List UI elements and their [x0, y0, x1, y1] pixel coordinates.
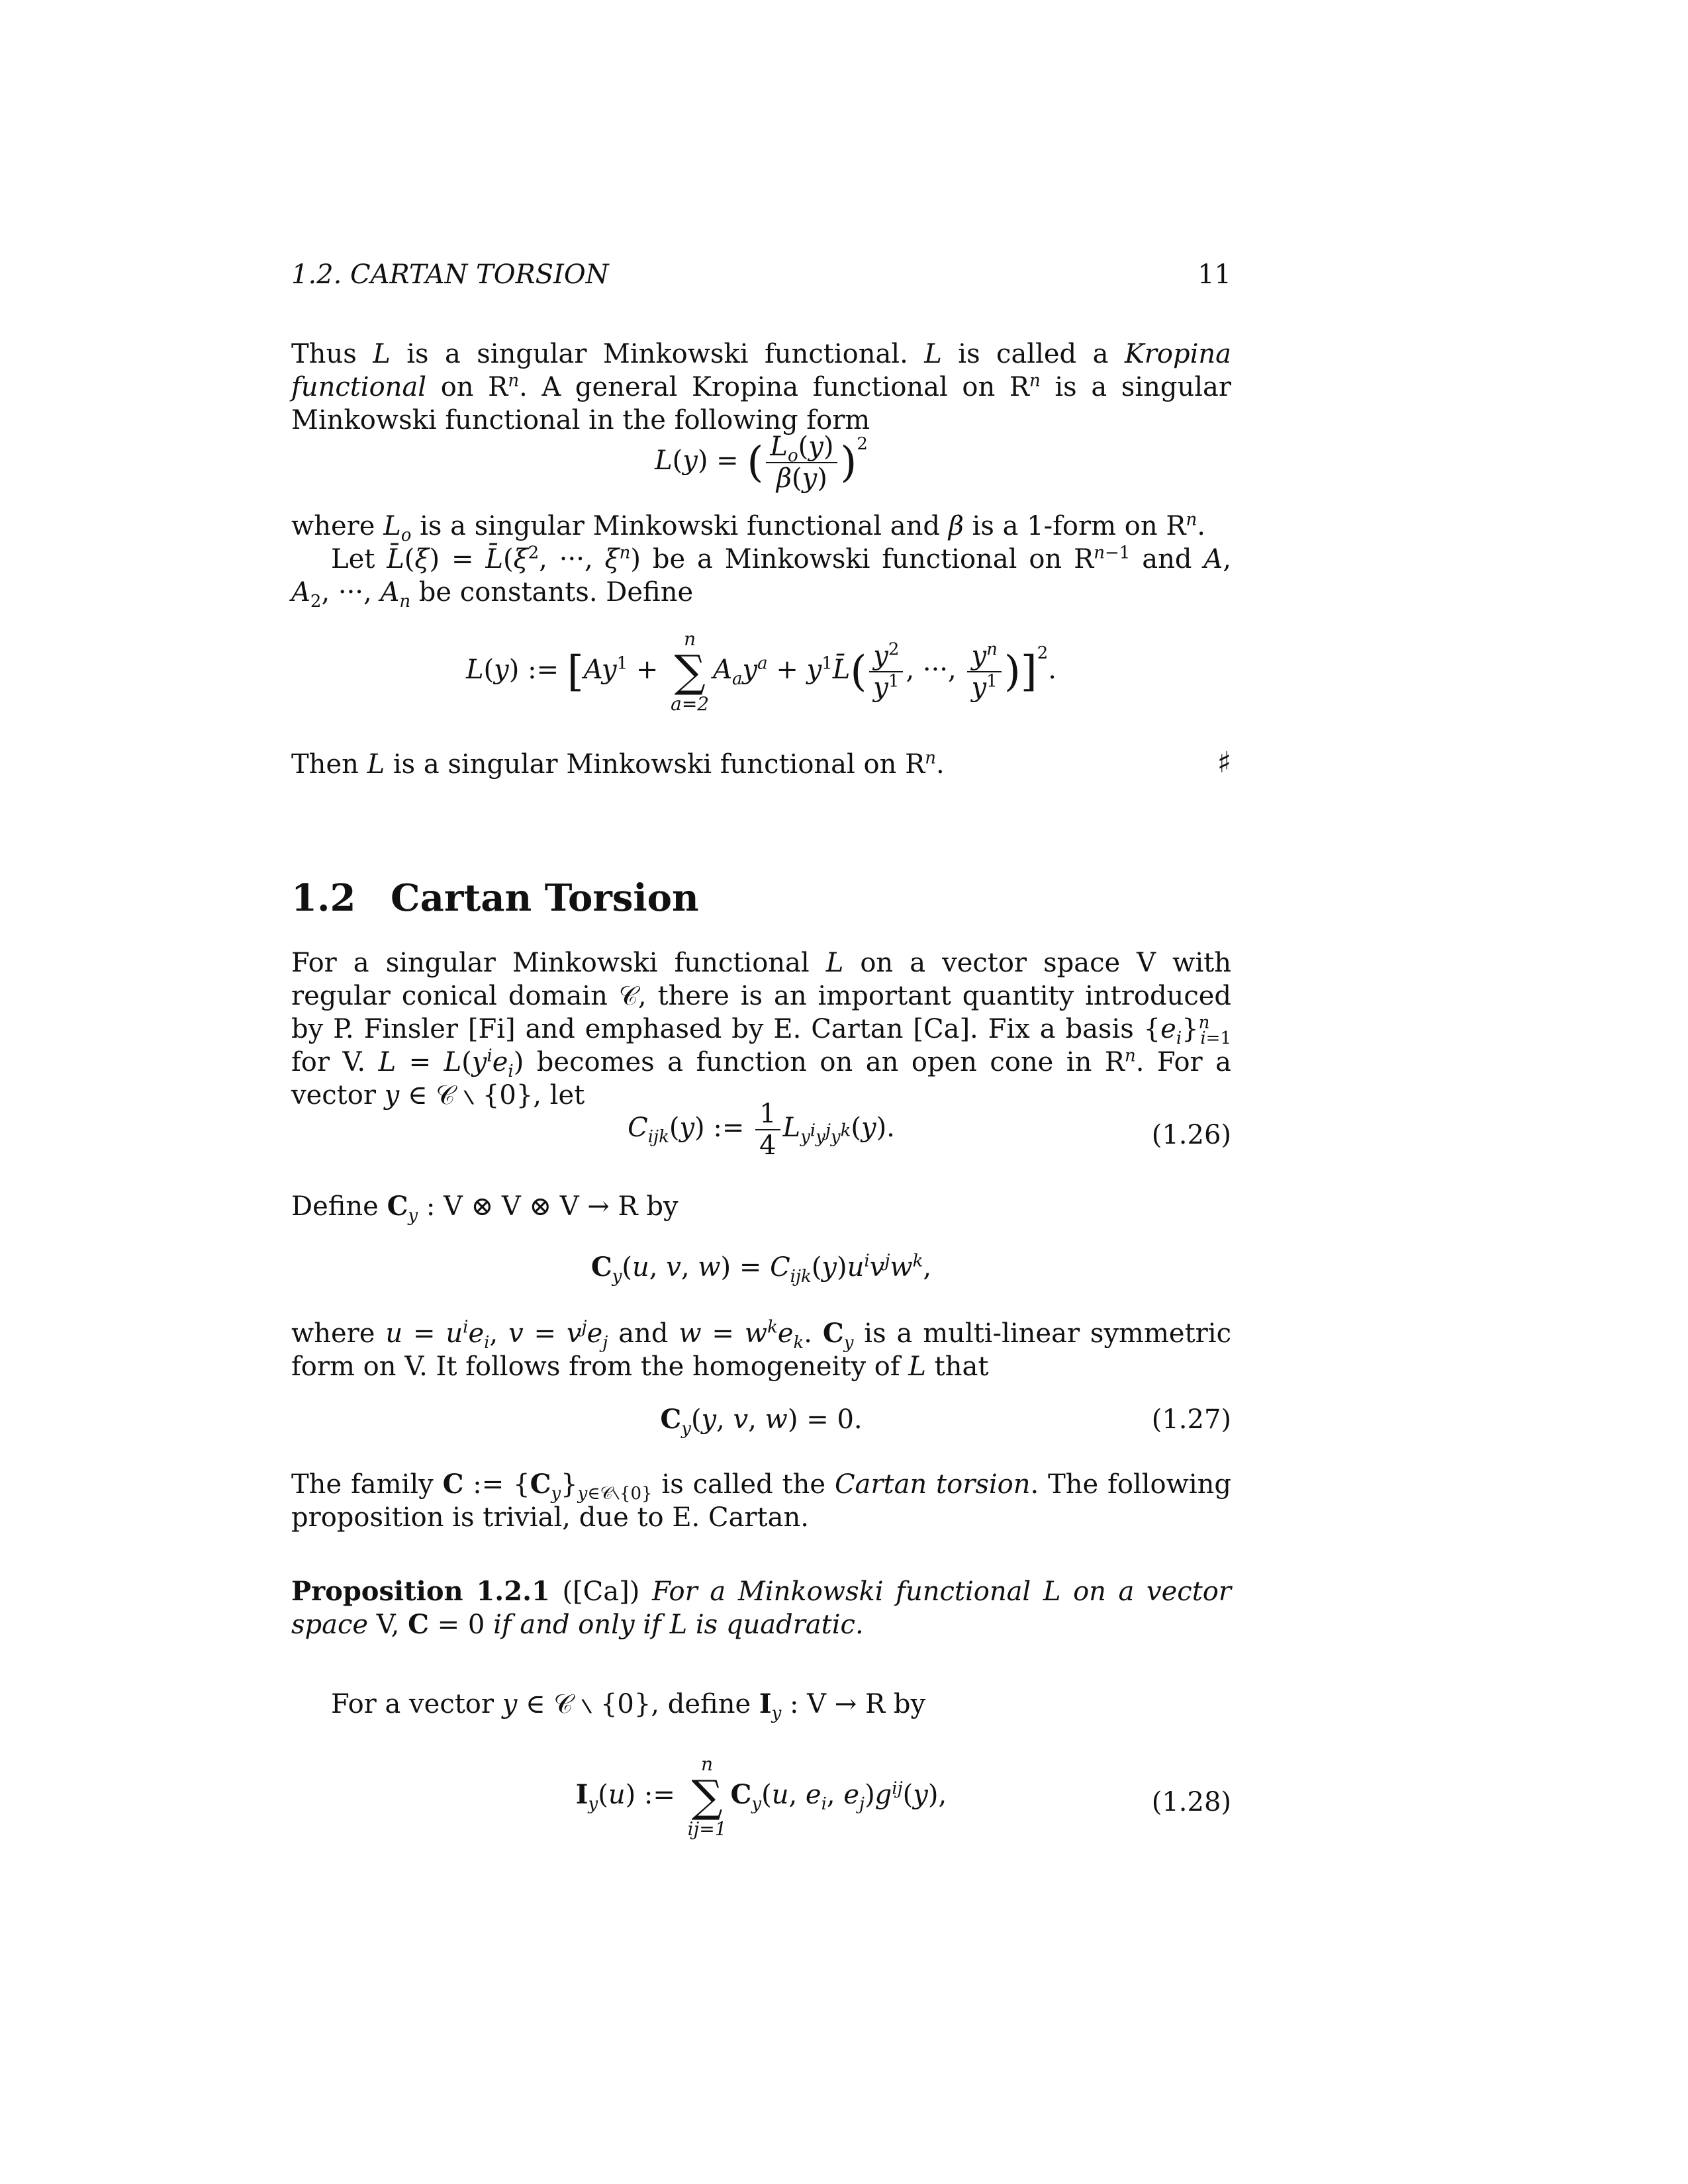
paragraph-intro-torsion: For a singular Minkowski functional L on a vector space V with regular conical domain 𝒞, there is an important quantity introduced by P. Finsler [Fi] and emphased by E. Cartan [Ca]. Fix a basis $\{e_i\}^n_{i=1}$ for V. $L = L(y^ie_i)$ becomes a function on an open cone in $R^n$. For a vector y ∈ 𝒞 ∖ {0}, let	[291, 948, 1232, 1111]
paragraph-where-u: where $u = u^ie_i$, $v = v^je_j$ and $w = w^ke_k$. $C_y$ is a multi-linear symmetric form on V. It follows from the homogeneity of L that	[291, 1317, 1231, 1382]
equation-number: (1.27)	[1151, 1404, 1231, 1435]
section-number: 1.2	[291, 876, 356, 920]
paragraph-kropina: Thus L is a singular Minkowski functional. L is called a Kropina functional on $R^n$. A general Kropina functional on $R^n$ is a singular Minkowski functional in the following form	[291, 339, 1232, 435]
running-title: 1.2. CARTAN TORSION	[291, 259, 609, 290]
paragraph-define-cy: Define $C_y$ : V ⊗ V ⊗ V → R by	[291, 1191, 679, 1226]
equation-number: (1.28)	[1151, 1787, 1231, 1817]
equation-1-28: $I_y(u)$ := n ∑ ij=1 $C_y(u$, $e_i$, $e_j)g^{ij}(y)$, (1.28)	[575, 1753, 1231, 1840]
equation-1-26: $C_{ijk}(y)$ := $\frac{1}{4}$ $L_{y^iy^jy^k}(y)$. (1.26)	[628, 1099, 1231, 1161]
running-head	[291, 258, 1231, 291]
paragraph-define-iy: For a vector y ∈ 𝒞 ∖ {0}, define $I_y$ : V → R by	[331, 1688, 926, 1723]
section-heading	[291, 877, 699, 919]
proposition-cite: ([Ca])	[562, 1576, 640, 1607]
equation-cy: $C_y(u$, v, $w) = C_{ijk}(y)u^iv^jw^k$,	[590, 1251, 932, 1287]
equation-kropina: L(y) = ( $\frac{L_o(y)}{\beta(y)}$ )$^2$	[655, 432, 868, 494]
paragraph-let-lbar: Let L̄(ξ) = $L̄(\xi^2$, ···, $\xi^n$) be a Minkowski functional on $R^{n-1}$ and A, $A_2$, ···, $A_n$ be constants. Define	[291, 543, 1231, 612]
proposition-label: Proposition 1.2.1	[291, 1576, 550, 1607]
proposition: Proposition 1.2.1 ([Ca]) For a Minkowski functional L on a vector space V, C = 0 if and only if L is quadratic.	[291, 1576, 1231, 1640]
sharp-end-mark: ♯	[1217, 746, 1231, 780]
section-title: Cartan Torsion	[391, 876, 699, 920]
paragraph-then: Then L is a singular Minkowski functional on $R^n$.	[291, 748, 945, 780]
page-number: 11	[1197, 259, 1231, 290]
paragraph-family: The family C := $\{C_y\}_{y\in 𝒞∖\{0\}}$ is called the Cartan torsion. The following proposition is trivial, due to E. Cartan.	[291, 1469, 1231, 1533]
equation-define-l: L(y) := [$Ay^1$ + n ∑ a=2 $A_ay^a$ + $y^1L̄$( $\frac{y^2}{y^1}$ , ···, $\frac{y^n}{y^1}$ )]$^2$.	[465, 628, 1057, 715]
paragraph-where-lo: where $L_o$ is a singular Minkowski functional and β is a 1-form on $R^n$.	[291, 510, 1205, 545]
equation-number: (1.26)	[1151, 1120, 1231, 1150]
equation-1-27: $C_y(y$, v, w) = 0. (1.27)	[660, 1404, 1231, 1439]
